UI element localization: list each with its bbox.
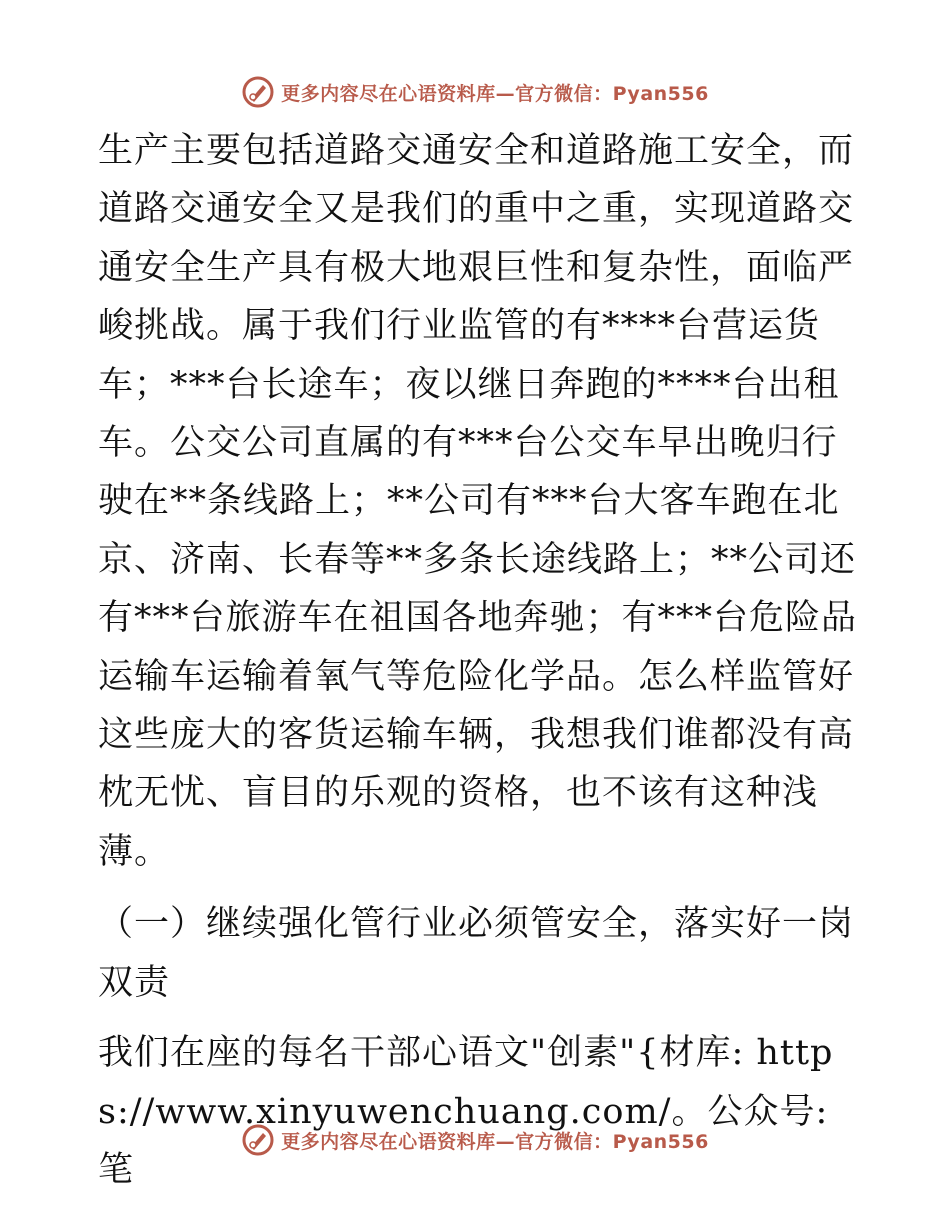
header-watermark <box>0 72 950 112</box>
watermark-text: 更多内容尽在心语资料库—官方微信：Pyan556 <box>281 1130 709 1153</box>
body-paragraph-2: 我们在座的每名干部心语文"创素"{材库: https://www.xinyuwenchuang.com/。公众号: 笔 <box>98 1033 834 1190</box>
pen-logo-icon <box>241 1123 275 1157</box>
body-paragraph-1: 生产主要包括道路交通安全和道路施工安全，而道路交通安全又是我们的重中之重，实现道路交通安全生产具有极大地艰巨性和复杂性，面临严峻挑战。属于我们行业监管的有****台营运货车；***台长途车；夜以继日奔跑的****台出租车。公交公司直属的有***台公交车早出晚归行驶在**条线路上；**公司有***台大客车跑在北京、济南、长春等**多条长途线路上；**公司还有***台旅游车在祖国各地奔驰；有***台危险品运输车运输着氧气等危险化学品。怎么样监管好这些庞大的客货运输车辆，我想我们谁都没有高枕无忧、盲目的乐观的资格，也不该有这种浅薄。 <box>98 131 858 872</box>
footer-watermark <box>0 1120 950 1160</box>
section-heading-1: （一）继续强化管行业必须管安全，落实好一岗双责 <box>98 904 855 1003</box>
pen-logo-icon <box>241 75 275 109</box>
watermark-text: 更多内容尽在心语资料库—官方微信：Pyan556 <box>281 82 709 105</box>
document-body <box>98 122 858 1199</box>
